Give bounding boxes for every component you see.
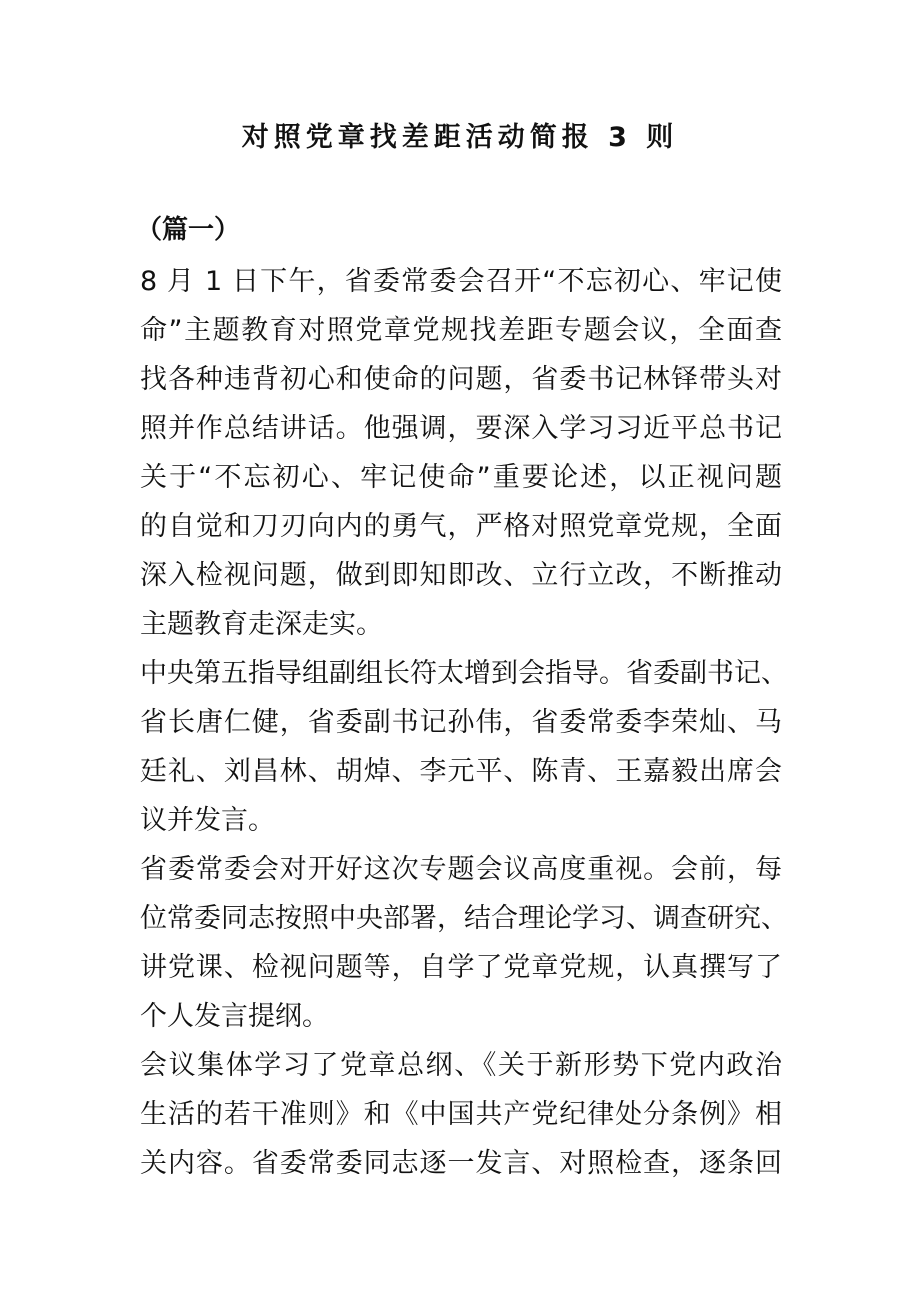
paragraph-line: 廷礼、刘昌林、胡焯、李元平、陈青、王嘉毅出席会 <box>140 756 782 787</box>
paragraph-line: 的自觉和刀刃向内的勇气，严格对照党章党规，全面 <box>140 511 782 542</box>
paragraph-line: 照并作总结讲话。他强调，要深入学习习近平总书记 <box>140 413 782 444</box>
document-body <box>140 257 788 1188</box>
paragraph-line: 深入检视问题，做到即知即改、立行立改，不断推动 <box>140 560 782 591</box>
paragraph-line: 中央第五指导组副组长符太增到会指导。省委副书记、 <box>140 658 788 689</box>
paragraph <box>140 845 788 1041</box>
paragraph-line: 主题教育走深走实。 <box>140 609 383 640</box>
paragraph-line: 找各种违背初心和使命的问题，省委书记林铎带头对 <box>140 364 782 395</box>
paragraph-line: 位常委同志按照中央部署，结合理论学习、调查研究、 <box>140 903 788 934</box>
paragraph-line: 命”主题教育对照党章党规找差距专题会议，全面查 <box>140 315 782 346</box>
paragraph <box>140 649 788 845</box>
paragraph-line: 关于“不忘初心、牢记使命”重要论述，以正视问题 <box>140 462 782 493</box>
paragraph-line: 8 月 1 日下午，省委常委会召开“不忘初心、牢记使 <box>140 266 782 297</box>
paragraph-line: 议并发言。 <box>140 805 275 836</box>
paragraph-line: 省委常委会对开好这次专题会议高度重视。会前，每 <box>140 854 782 885</box>
paragraph-line: 生活的若干准则》和《中国共产党纪律处分条例》相 <box>140 1099 782 1130</box>
paragraph-line: 关内容。省委常委同志逐一发言、对照检查，逐条回 <box>140 1148 782 1179</box>
paragraph-line: 会议集体学习了党章总纲、《关于新形势下党内政治 <box>140 1050 782 1081</box>
paragraph <box>140 1041 782 1188</box>
section-label: （篇一） <box>136 215 241 245</box>
document-title: 对照党章找差距活动简报 3 则 <box>241 122 679 153</box>
paragraph-line: 讲党课、检视问题等，自学了党章党规，认真撰写了 <box>140 952 782 983</box>
paragraph-line: 个人发言提纲。 <box>140 1001 329 1032</box>
paragraph-line: 省长唐仁健，省委副书记孙伟，省委常委李荣灿、马 <box>140 707 782 738</box>
paragraph <box>140 257 782 649</box>
